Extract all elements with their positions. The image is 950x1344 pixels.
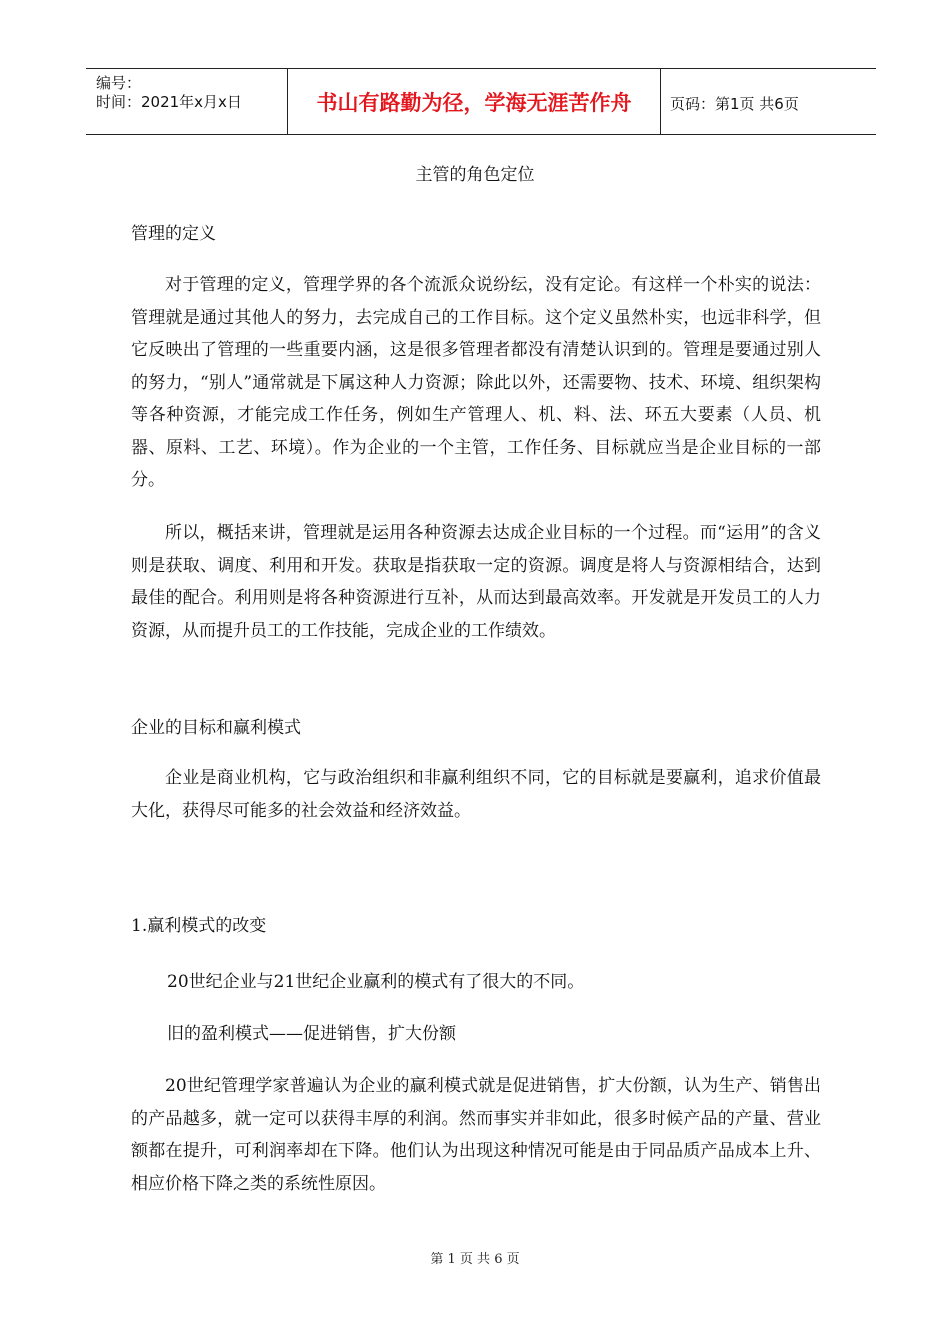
header-bottom-rule <box>86 134 876 135</box>
paragraph-old-profit-model: 20世纪管理学家普遍认为企业的赢利模式就是促进销售，扩大份额，认为生产、销售出的产品越多，就一定可以获得丰厚的利润。然而事实并非如此，很多时候产品的产量、营业额都在提升，可利润率却在下降。他们认为出现这种情况可能是由于同品质产品成本上升、相应价格下降之类的系统性原因。 <box>131 1076 821 1194</box>
paragraph-management-definition: 对于管理的定义，管理学界的各个流派众说纷纭，没有定论。有这样一个朴实的说法：管理就是通过其他人的努力，去完成自己的工作目标。这个定义虽然朴实，也远非科学，但它反映出了管理的一些重要内涵，这是很多管理者都没有清楚认识到的。管理是要通过别人的努力，“别人”通常就是下属这种人力资源；除此以外，还需要物、技术、环境、组织架构等各种资源，才能完成工作任务，例如生产管理人、机、料、法、环五大要素（人员、机器、原料、工艺、环境）。作为企业的一个主管，工作任务、目标就应当是企业目标的一部分。 <box>131 275 821 490</box>
text-line-century-comparison: 20世纪企业与21世纪企业赢利的模式有了很大的不同。 <box>167 972 585 992</box>
paragraph-enterprise-goal: 企业是商业机构，它与政治组织和非赢利组织不同，它的目标就是要赢利，追求价值最大化，获得尽可能多的社会效益和经济效益。 <box>131 768 821 821</box>
text-line-old-profit-model: 旧的盈利模式——促进销售，扩大份额 <box>167 1024 456 1044</box>
section-heading-enterprise-goal: 企业的目标和赢利模式 <box>131 718 301 738</box>
header-time-label: 时间：2021年x月x日 <box>96 93 242 111</box>
paragraph-management-summary: 所以，概括来讲，管理就是运用各种资源去达成企业目标的一个过程。而“运用”的含义则是获取、调度、利用和开发。获取是指获取一定的资源。调度是将人与资源相结合，达到最佳的配合。利用则是将各种资源进行互补，从而达到最高效率。开发就是开发员工的人力资源，从而提升员工的工作技能，完成企业的工作绩效。 <box>131 523 821 641</box>
header-motto: 书山有路勤为径，学海无涯苦作舟 <box>316 91 632 115</box>
header-top-rule <box>86 68 876 69</box>
document-title: 主管的角色定位 <box>415 165 535 185</box>
header-number-label: 编号： <box>96 74 142 92</box>
page-footer: 第 1 页 共 6 页 <box>430 1252 520 1267</box>
section-heading-management-definition: 管理的定义 <box>131 224 216 244</box>
header-page-info: 页码：第1页 共6页 <box>670 95 799 113</box>
header-separator-right <box>660 68 661 135</box>
subsection-heading-profit-model-change: 1.赢利模式的改变 <box>131 916 267 936</box>
